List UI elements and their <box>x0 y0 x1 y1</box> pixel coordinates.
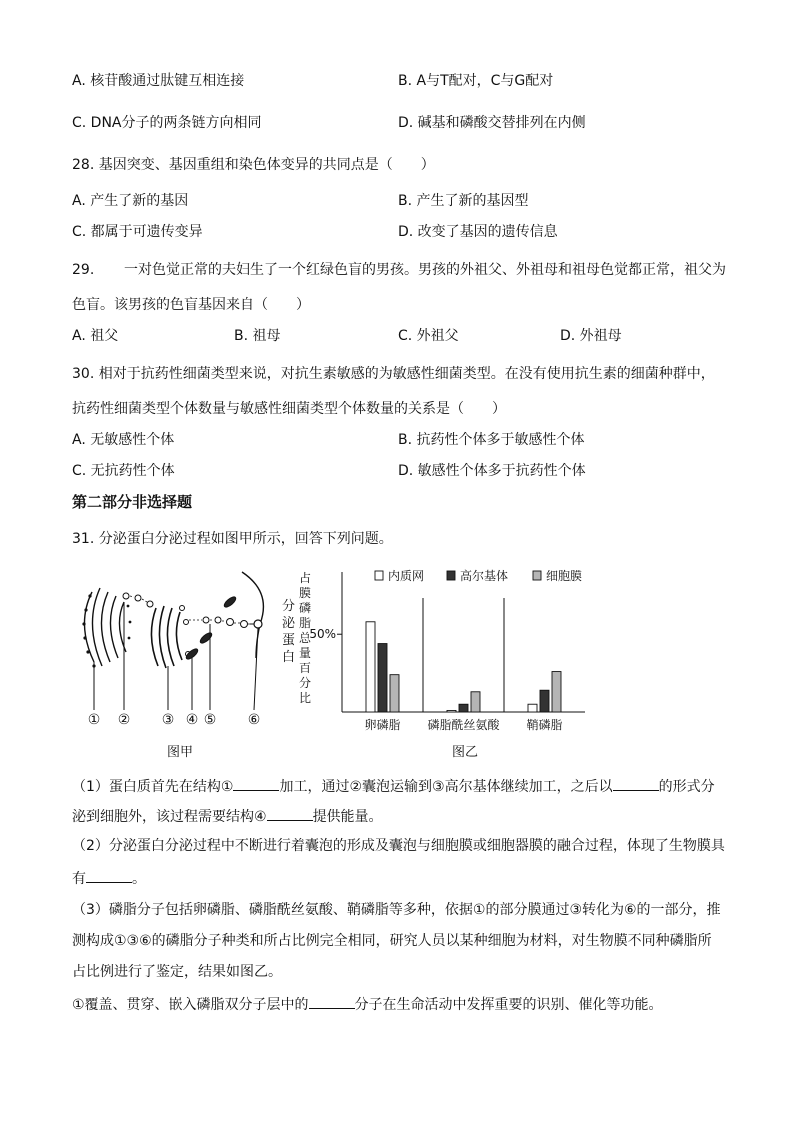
answer-blank-4[interactable] <box>86 868 132 883</box>
q30-option-d: D. 敏感性个体多于抗药性个体 <box>398 463 586 479</box>
q30-option-a: A. 无敏感性个体 <box>72 432 175 448</box>
y-label-char: 百 <box>298 661 312 675</box>
q31-part3-line1: （3）磷脂分子包括卵磷脂、磷脂酰丝氨酸、鞘磷脂等多种，依据①的部分膜通过③转化为⑥的一部分，推 <box>72 902 721 918</box>
svg-text:蛋: 蛋 <box>282 633 296 648</box>
q29-stem-line2: 色盲。该男孩的色盲基因来自（ ） <box>72 297 310 313</box>
marker-3: ③ <box>161 712 175 728</box>
x-tick-label: 鞘磷脂 <box>526 718 563 732</box>
figure-jia <box>72 562 312 762</box>
chart-legend <box>375 568 582 583</box>
figure-jia-caption: 图甲 <box>166 745 194 760</box>
svg-text:白: 白 <box>282 650 296 665</box>
mitochondria-drawing <box>185 595 238 661</box>
legend-label: 高尔基体 <box>460 569 509 583</box>
answer-blank-2[interactable] <box>613 776 659 791</box>
q29-number: 29. <box>72 262 95 278</box>
answer-blank-3[interactable] <box>267 806 313 821</box>
q31-part3-sub1: ①覆盖、贯穿、嵌入磷脂双分子层中的 分子在生命活动中发挥重要的识别、催化等功能。 <box>72 994 663 1014</box>
bar-3-2 <box>540 690 549 712</box>
legend-swatch <box>375 571 383 580</box>
q31-part2-line2: 有 。 <box>72 868 146 888</box>
x-tick-label: 磷脂酰丝氨酸 <box>427 718 500 732</box>
y-label-char: 比 <box>298 691 312 705</box>
y-label-char: 分 <box>298 676 312 690</box>
endoplasmic-reticulum-drawing <box>84 588 126 666</box>
q29-option-c: C. 外祖父 <box>398 328 459 344</box>
bar-2-3 <box>471 692 480 712</box>
y-tick-label: 50% <box>309 627 336 642</box>
y-label-char: 磷 <box>298 601 312 615</box>
legend-label: 内质网 <box>388 569 425 583</box>
q30-option-b: B. 抗药性个体多于敏感性个体 <box>398 432 585 448</box>
q31-part1-line1: （1）蛋白质首先在结构① 加工，通过②囊泡运输到③高尔基体继续加工，之后以 的形式分 <box>72 776 715 796</box>
bar-2-2 <box>459 704 468 712</box>
q30-option-c: C. 无抗药性个体 <box>72 463 175 479</box>
q31-part1-line2: 泌到细胞外，该过程需要结构④ 提供能量。 <box>72 806 383 826</box>
answer-blank-1[interactable] <box>233 776 279 791</box>
q28-stem: 28. 基因突变、基因重组和染色体变异的共同点是（ ） <box>72 157 435 173</box>
marker-1: ① <box>87 712 101 728</box>
q29-stem-line1: 一对色觉正常的夫妇生了一个红绿色盲的男孩。男孩的外祖父、外祖母和祖母色觉都正常，祖父为 <box>124 262 726 278</box>
section-title: 第二部分非选择题 <box>72 493 193 511</box>
q27-option-c: C. DNA分子的两条链方向相同 <box>72 115 262 131</box>
q29-option-d: D. 外祖母 <box>560 328 622 344</box>
marker-2: ② <box>117 712 131 728</box>
legend-swatch <box>447 571 455 580</box>
q28-option-b: B. 产生了新的基因型 <box>398 193 529 209</box>
q31-part3-line3: 占比例进行了鉴定，结果如图乙。 <box>72 964 282 980</box>
marker-6: ⑥ <box>247 712 261 728</box>
y-label-char: 占 <box>298 571 312 585</box>
y-label-char: 脂 <box>298 616 312 630</box>
cell-membrane-drawing <box>242 572 263 658</box>
y-label-char: 膜 <box>298 586 312 600</box>
legend-label: 细胞膜 <box>546 569 583 583</box>
q28-option-d: D. 改变了基因的遗传信息 <box>398 224 558 240</box>
y-label-char: 量 <box>298 646 312 660</box>
q27-option-b: B. A与T配对，C与G配对 <box>398 73 554 89</box>
bar-1-1 <box>366 622 375 712</box>
secreted-protein-label <box>282 599 296 665</box>
bar-2-1 <box>447 710 456 712</box>
q27-option-a: A. 核苷酸通过肽键互相连接 <box>72 73 245 89</box>
q29-option-a: A. 祖父 <box>72 328 119 344</box>
bar-1-3 <box>390 675 399 712</box>
bar-3-1 <box>528 704 537 712</box>
q29-option-b: B. 祖母 <box>234 328 281 344</box>
bar-1-2 <box>378 644 387 712</box>
figure-yi-chart <box>295 562 595 762</box>
q31-part3-line2: 测构成①③⑥的磷脂分子种类和所占比例完全相同，研究人员以某种细胞为材料，对生物膜不同种磷脂所 <box>72 933 712 949</box>
q28-option-a: A. 产生了新的基因 <box>72 193 189 209</box>
legend-swatch <box>533 571 541 580</box>
q31-part2-line1: （2）分泌蛋白分泌过程中不断进行着囊泡的形成及囊泡与细胞膜或细胞器膜的融合过程，体现了生物膜具 <box>72 838 725 854</box>
chart-title: 图乙 <box>451 745 479 760</box>
q30-stem-line1: 30. 相对于抗药性细菌类型来说，对抗生素敏感的为敏感性细菌类型。在没有使用抗生素的细菌种群中， <box>72 366 715 382</box>
golgi-apparatus-drawing <box>151 606 182 668</box>
q28-option-c: C. 都属于可遗传变异 <box>72 224 203 240</box>
x-tick-label: 卵磷脂 <box>364 718 401 732</box>
bar-3-3 <box>552 672 561 712</box>
q30-stem-line2: 抗药性细菌类型个体数量与敏感性细菌类型个体数量的关系是（ ） <box>72 401 506 417</box>
marker-4: ④ <box>185 712 199 728</box>
answer-blank-5[interactable] <box>309 994 355 1009</box>
marker-5: ⑤ <box>203 712 217 728</box>
q27-option-d: D. 碱基和磷酸交替排列在内侧 <box>398 115 586 131</box>
svg-text:分: 分 <box>282 599 296 614</box>
q31-stem: 31. 分泌蛋白分泌过程如图甲所示，回答下列问题。 <box>72 531 393 547</box>
y-label-char: 总 <box>298 631 312 645</box>
svg-text:泌: 泌 <box>282 616 296 631</box>
